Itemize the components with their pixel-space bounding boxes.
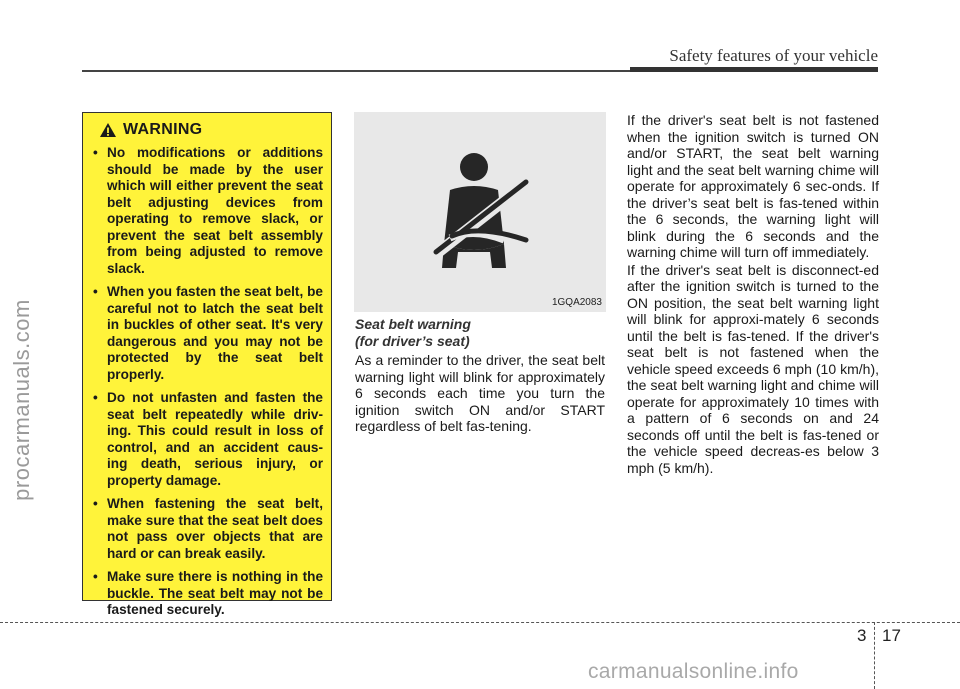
section-body: As a reminder to the driver, the seat belt warning light will blink for approximately 6 seconds each time you turn the ignition switch ON and/or START regardless of belt fas-tening. bbox=[355, 352, 605, 434]
warning-item: • Do not unfasten and fasten the seat belt repeatedly while driv-ing. This could result in loss of control, and an accident caus-ing death, serious injury, or property damage. bbox=[91, 390, 323, 489]
section-heading-line2: (for driver’s seat) bbox=[355, 333, 470, 349]
figure-code: 1GQA2083 bbox=[551, 297, 602, 308]
warning-header bbox=[99, 121, 323, 139]
chapter-number: 3 bbox=[857, 626, 867, 645]
footer-rule bbox=[0, 622, 960, 623]
warning-item: • When fastening the seat belt, make sure that the seat belt does not pass over objects that are hard or can break easily. bbox=[91, 496, 323, 562]
seat-belt-warning-icon bbox=[354, 112, 606, 312]
page-number: 17 bbox=[882, 626, 901, 645]
section-heading bbox=[355, 316, 607, 350]
bottom-watermark: carmanualsonline.info bbox=[588, 660, 799, 683]
section-heading-line1: Seat belt warning bbox=[355, 316, 471, 332]
warning-item: • When you fasten the seat belt, be careful not to latch the seat belt in buckles of other seat. It's very dangerous and you may not be protected by the seat belt properly. bbox=[91, 284, 323, 383]
paragraph: If the driver's seat belt is not fastened when the ignition switch is turned ON and/or START, the seat belt warning light and the seat belt warning chime will operate for approximately 6 sec-onds. If the driver’s seat belt is fas-tened within the 6 seconds, the warning light will blink during the 6 seconds and the warning chime will turn off immediately. bbox=[627, 112, 879, 260]
page-number-separator bbox=[874, 622, 875, 689]
paragraph: If the driver's seat belt is disconnect-ed after the ignition switch is turned to the ON position, the seat belt warning light will blink for approxi-mately 6 seconds until the belt is fas-tened. If the driver's seat belt is not fastened when the vehicle speed exceeds 6 mph (10 km/h), the seat belt warning light and chime will operate for approximately 10 times with a pattern of 6 seconds on and 24 seconds off until the belt is fas-tened or the vehicle speed decreas-es below 3 mph (5 km/h). bbox=[627, 261, 879, 476]
warning-title: WARNING bbox=[123, 121, 203, 138]
column-three bbox=[627, 112, 879, 477]
seat-belt-figure bbox=[354, 112, 606, 312]
warning-triangle-icon bbox=[99, 122, 117, 138]
header-rule-accent bbox=[630, 67, 878, 72]
warning-item: • No modifications or additions should be made by the user which will either prevent the seat belt adjusting devices from operating to remove slack, or prevent the seat belt assembly from being adjusted to remove slack. bbox=[91, 145, 323, 277]
warning-box bbox=[82, 112, 332, 617]
header-title: Safety features of your vehicle bbox=[669, 46, 878, 65]
side-watermark: procarmanuals.com bbox=[9, 299, 34, 501]
warning-list bbox=[91, 145, 323, 619]
warning-item: • Make sure there is nothing in the buckle. The seat belt may not be fastened securely. bbox=[91, 569, 323, 619]
